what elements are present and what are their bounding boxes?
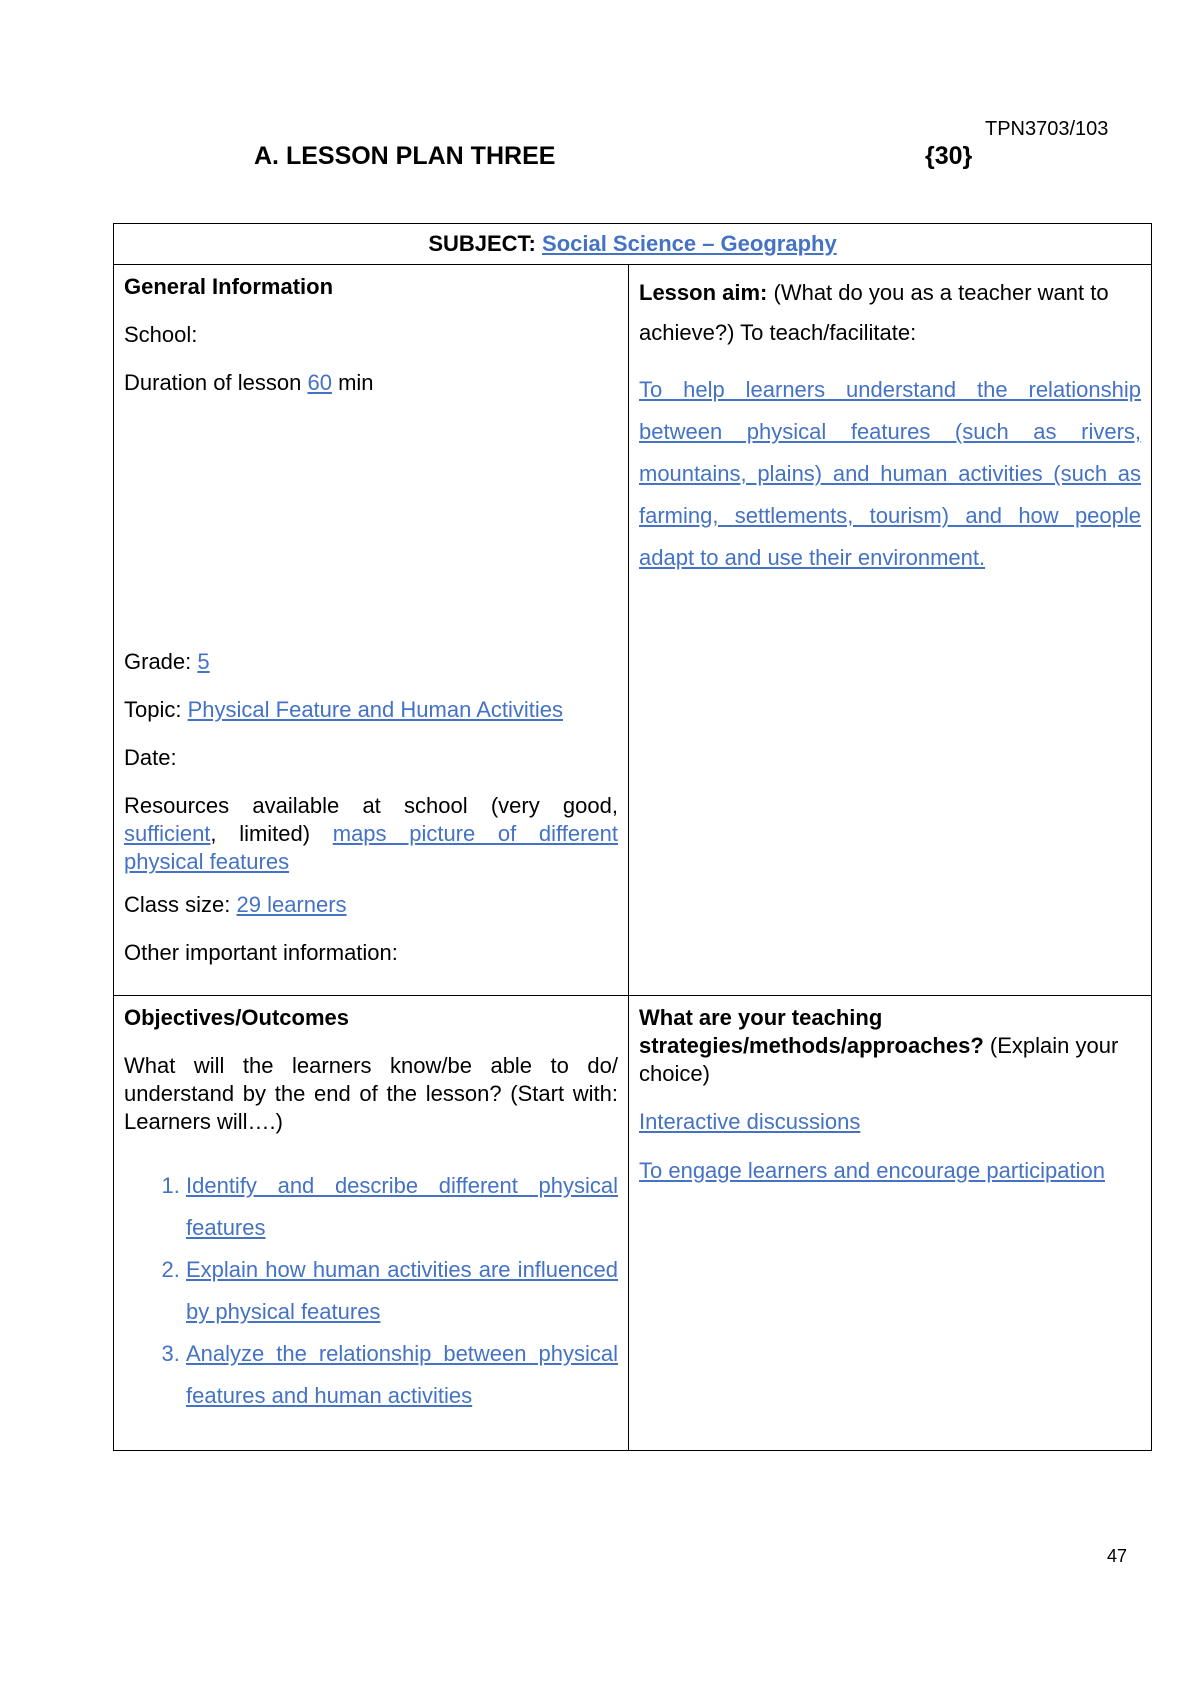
lesson-aim-heading: Lesson aim: [639,280,768,306]
lesson-plan-table [113,223,1152,1451]
objectives-list [124,1165,618,1417]
page-number: 47 [1107,1546,1128,1566]
grade-value[interactable]: 5 [197,648,210,674]
resources-label: Resources available at school (very good, [124,793,618,819]
lesson-aim-prompt [639,273,1141,353]
strategies-cell [629,995,1152,1450]
general-info-heading: General Information [124,274,334,300]
total-marks: {30} [925,142,973,170]
lesson-aim-text[interactable]: To help learners understand the relationship between physical features (such as rivers, mountains, plains) and human activities (such as farming, settlements, tourism) and how people adapt to and use their environment. [639,377,1142,571]
lesson-aim-cell [629,265,1152,996]
duration-value[interactable]: 60 [307,370,332,396]
strategies-prompt [639,1004,1141,1088]
general-information-cell [114,265,629,996]
other-info-field [124,939,618,967]
date-label: Date: [124,744,177,770]
topic-label: Topic: [124,696,182,722]
subject-label: SUBJECT: [428,231,536,256]
grade-field [124,648,618,676]
objective-item[interactable]: 1. Identify and describe different physical features [186,1165,618,1249]
topic-value[interactable]: Physical Feature and Human Activities [187,696,564,722]
subject-row [114,224,1152,265]
duration-field [124,369,618,397]
resources-rest: , limited) [210,821,311,847]
class-size-value[interactable]: 29 learners [236,891,347,917]
school-field [124,321,618,349]
resources-value[interactable]: maps picture of different physical features [124,821,618,875]
strategies-heading: What are your teaching strategies/methods/approaches? [639,1004,984,1059]
strategy-reason[interactable]: To engage learners and encourage participation [639,1157,1105,1183]
module-code: TPN3703/103 [985,118,1109,140]
duration-label: Duration of lesson [124,370,302,396]
lesson-aim-question: (What do you as a teacher want to achieve?) To teach/facilitate: [639,280,1109,346]
other-info-label: Other important information: [124,939,398,965]
topic-field [124,696,618,724]
resources-selected[interactable]: sufficient [124,821,211,847]
class-size-field [124,891,618,919]
duration-unit: min [338,370,374,396]
strategies-question: (Explain your choice) [639,1033,1119,1087]
objectives-heading: Objectives/Outcomes [124,1004,349,1030]
date-field [124,744,618,772]
strategy-method[interactable]: Interactive discussions [639,1109,861,1135]
subject-value[interactable]: Social Science – Geography [542,231,837,256]
resources-field [124,792,618,876]
objective-item[interactable]: 3. Analyze the relationship between physical features and human activities [186,1333,618,1417]
school-label: School: [124,322,198,348]
objectives-cell [114,995,629,1450]
page-title: A. LESSON PLAN THREE [254,142,556,170]
grade-label: Grade: [124,648,192,674]
objective-item[interactable]: 2. Explain how human activities are influenced by physical features [186,1249,618,1333]
class-size-label: Class size: [124,891,231,917]
objectives-question: What will the learners know/be able to do/ understand by the end of the lesson? (Start with: Learners will….) [124,1053,618,1135]
